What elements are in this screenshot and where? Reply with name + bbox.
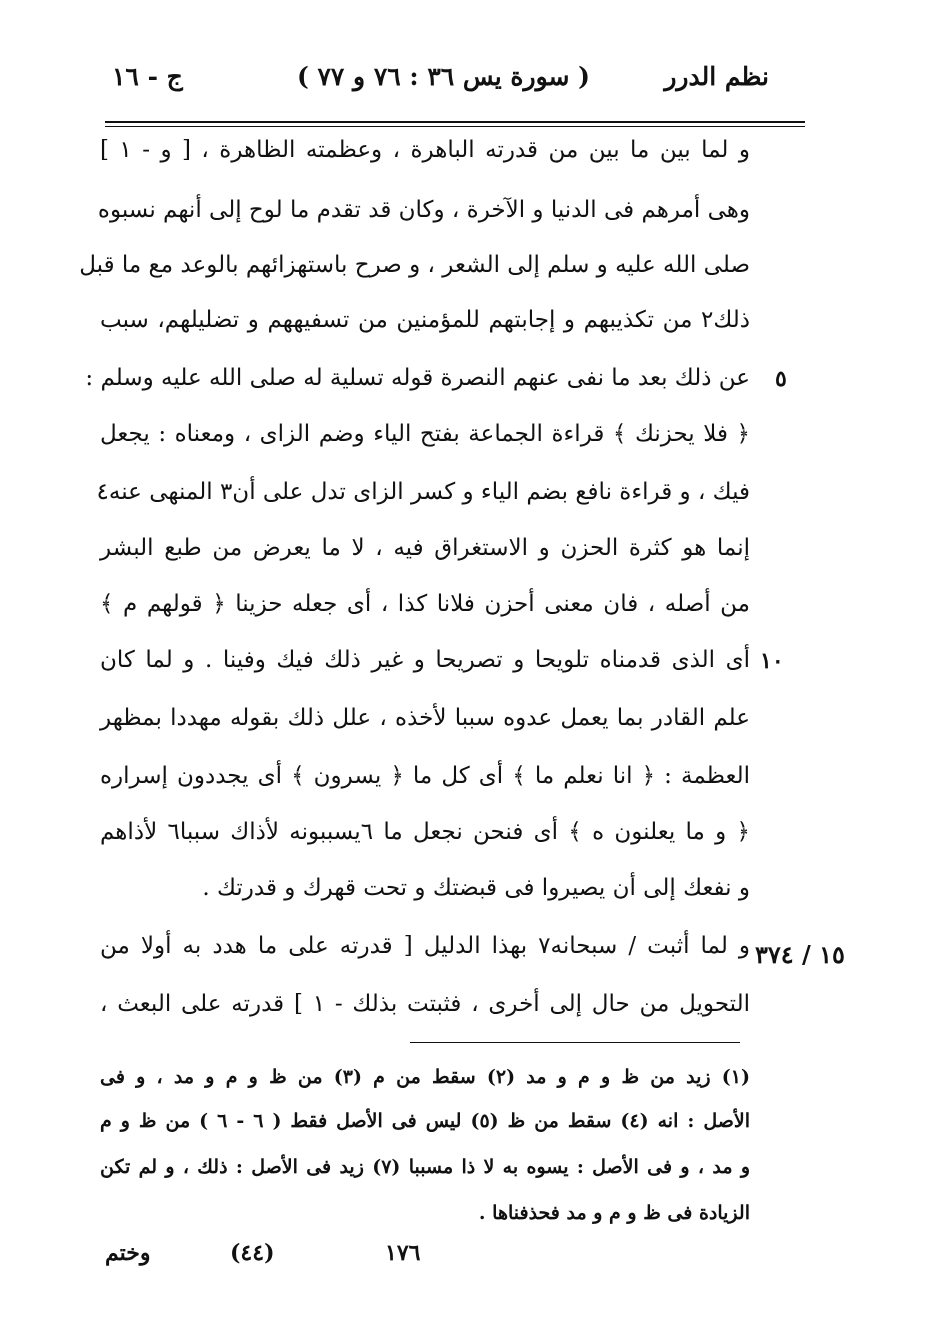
body-line: و لما أثبت / سبحانه٧ بهذا الدليل [ قدرته على ما هدد به أولا من xyxy=(100,933,751,959)
manuscript-folio-reference: ١٥ / ٣٧٤ xyxy=(755,940,845,969)
body-line: عن ذلك بعد ما نفى عنهم النصرة قوله تسلية له صلى الله عليه وسلم : xyxy=(85,365,750,391)
header-rule xyxy=(105,121,805,123)
body-line: صلى الله عليه و سلم إلى الشعر ، و صرح باستهزائهم بالوعد مع ما قبل xyxy=(79,252,750,278)
footnote-line: و مد ، و فى الأصل : يسوه به لا ذا مسببا (٧) زيد فى الأصل : ذلك ، و لم تكن xyxy=(100,1156,750,1178)
body-line: العظمة : ﴿ انا نعلم ما ﴾ أى كل ما ﴿ يسرون ﴾ أى يجددون إسراره xyxy=(100,763,750,789)
body-line: وهى أمرهم فى الدنيا و الآخرة ، وكان قد تقدم ما لوح إلى أنهم نسبوه xyxy=(97,197,750,223)
body-line: من أصله ، فان معنى أحزن فلانا كذا ، أى جعله حزينا ﴿ قولهم م ﴾ xyxy=(100,591,750,617)
footnote-line: (١) زيد من ظ و م و مد (٢) سقط من م (٣) من ظ و م و مد ، و فى xyxy=(100,1066,750,1088)
footnote-rule xyxy=(410,1042,740,1043)
body-line: ذلك٢ من تكذيبهم و إجابتهم للمؤمنين من تسفيههم و تضليلهم، سبب xyxy=(100,307,750,333)
header-rule-thin xyxy=(105,126,805,127)
part-number: ج - ١٦ xyxy=(112,62,183,91)
line-number-10: ١٠ xyxy=(760,648,784,674)
catchword: وختم xyxy=(105,1240,151,1266)
footnote-line: الزيادة فى ظ و م و مد فحذفناها . xyxy=(478,1202,750,1224)
body-line: ﴿ فلا يحزنك ﴾ قراءة الجماعة بفتح الياء وضم الزاى ، ومعناه : يجعل xyxy=(100,421,750,447)
running-title: نظم الدرر xyxy=(664,62,769,91)
line-number-5: ٥ xyxy=(775,366,787,392)
body-line: إنما هو كثرة الحزن و الاستغراق فيه ، لا ما يعرض من طبع البشر xyxy=(100,535,750,561)
body-line: ﴿ و ما يعلنون ه ﴾ أى فنحن نجعل ما ٦يسببونه لأذاك سببا٦ لأذاهم xyxy=(100,819,751,845)
body-line: أى الذى قدمناه تلويحا و تصريحا و غير ذلك فيك وفينا . و لما كان xyxy=(100,647,750,673)
body-line: و لما بين ما بين من قدرته الباهرة ، وعظمته الظاهرة ، [ و - ١ ] xyxy=(100,137,750,163)
body-line: التحويل من حال إلى أخرى ، فثبتت بذلك - ١ ] قدرته على البعث ، xyxy=(100,991,751,1017)
body-line: علم القادر بما يعمل عدوه سببا لأخذه ، علل ذلك بقوله مهددا بمظهر xyxy=(100,705,750,731)
footnote-line: الأصل : انه (٤) سقط من ظ (٥) ليس فى الأصل فقط ( ٦ - ٦ ) من ظ و م xyxy=(100,1110,751,1132)
body-line: فيك ، و قراءة نافع بضم الياء و كسر الزاى تدل على أن٣ المنهى عنه٤ xyxy=(96,479,750,505)
body-line: و نفعك إلى أن يصيروا فى قبضتك و تحت قهرك و قدرتك . xyxy=(202,875,750,901)
signature-mark: (٤٤) xyxy=(230,1240,275,1266)
page-number: ١٧٦ xyxy=(385,1240,421,1266)
surah-reference: ( سورة يس ٣٦ : ٧٦ و ٧٧ ) xyxy=(296,62,590,91)
